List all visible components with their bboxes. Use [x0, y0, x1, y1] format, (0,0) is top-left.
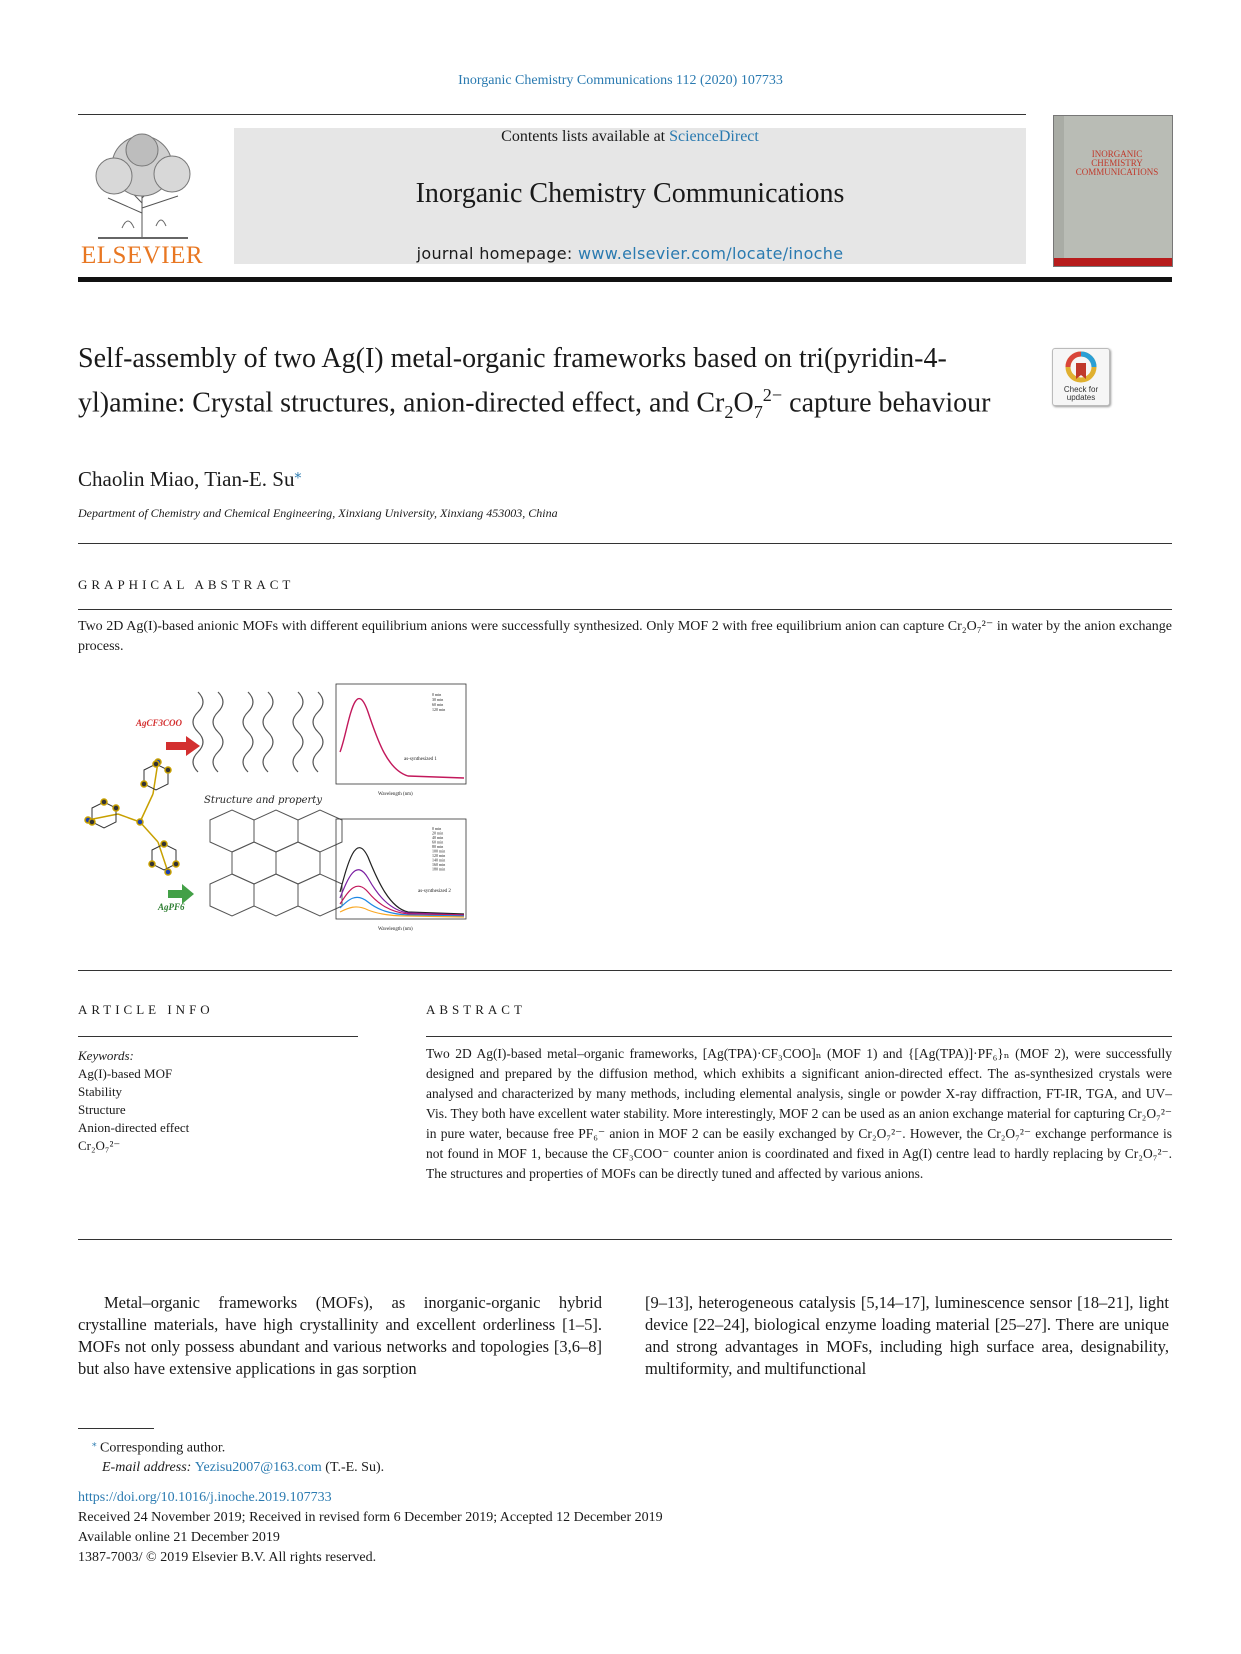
cover-title: INORGANIC CHEMISTRY COMMUNICATIONS	[1075, 149, 1159, 177]
header-rule	[78, 114, 1026, 115]
doi-link[interactable]: https://doi.org/10.1016/j.inoche.2019.107733	[78, 1490, 332, 1505]
article-info-heading: ARTICLE INFO	[78, 1002, 214, 1017]
structure-2-network	[210, 810, 342, 916]
plot-2-legend-entry: 160 min	[432, 862, 446, 867]
abstract-text: Two 2D Ag(I)-based metal–organic frameworks, [Ag(TPA)·CF₃COO]ₙ (MOF 1) and {[Ag(TPA)]·PF₆}ₙ (MOF 2), were successfully designed and prepared by the diffusion method, which exhibits a significant anion-directed effect. The as-synthesized crystals were analysed and characterized by many methods, including elemental analysis, single or powder X-ray diffraction, FT-IR, TGA, and UV–Vis. They both have excellent water stability. More interestingly, MOF 2 can be used as an anion exchange material for capturing Cr₂O₇²⁻ in pure water, because free PF₆⁻ anion in MOF 2 can be easily exchanged by Cr₂O₇²⁻. However, the Cr₂O₇²⁻ exchange performance is not found in MOF 1, because the CF₃COO⁻ counter anion is coordinated and fixed in Ag(I) centre lead to hardly replacing by Cr₂O₇²⁻. The structures and properties of MOFs can be directly tuned and affected by various anions.	[426, 1046, 1172, 1181]
abstract-rule	[426, 1036, 1172, 1037]
graphical-abstract-graphic	[78, 682, 484, 954]
publication-info	[78, 1488, 663, 1568]
graphical-abstract-rule	[78, 609, 1172, 610]
author-list: Chaolin Miao, Tian-E. Su⁎	[78, 466, 302, 491]
footnote	[92, 1434, 384, 1477]
journal-banner	[234, 128, 1026, 264]
reagent-2-label: AgPF6	[158, 902, 185, 912]
elsevier-wordmark: ELSEVIER	[80, 242, 204, 269]
plot-2-legend-entry: 140 min	[432, 857, 446, 863]
plot-2-xlabel: Wavelength (nm)	[378, 927, 413, 932]
plot-2-legend-entry: 40 min	[432, 835, 444, 840]
keyword: Structure	[78, 1102, 126, 1117]
plot-2-legend-entry: 100 min	[432, 848, 446, 854]
body-column-right: [9–13], heterogeneous catalysis [5,14–17], luminescence sensor [18–21], light device [22–24], biological enzyme loading material [25–27]. There are unique and strong advantages in MOFs, including high surface area, designability, multiformity, and multifunctional	[645, 1293, 1169, 1378]
plot-2-legend-entry: 80 min	[432, 844, 444, 849]
contents-available: Contents lists available at ScienceDirect	[501, 128, 759, 145]
graphical-abstract-text: Two 2D Ag(I)-based anionic MOFs with different equilibrium anions were successfully synthesized. Only MOF 2 with free equilibrium anion can capture Cr₂O₇²⁻ in water by the anion exchange process.	[78, 619, 1172, 654]
structure-1-chains	[193, 692, 323, 772]
plot-2-legend-entry: 20 min	[432, 830, 444, 836]
journal-cover-thumbnail[interactable]	[1053, 115, 1173, 267]
footnote-rule	[78, 1428, 154, 1429]
uv-plot-1	[336, 684, 466, 797]
sciencedirect-link[interactable]: ScienceDirect	[669, 128, 759, 145]
section-divider	[78, 1239, 1172, 1240]
journal-homepage: journal homepage: www.elsevier.com/locate/inoche	[416, 244, 844, 263]
section-divider	[78, 970, 1172, 971]
plot-1-xlabel: Wavelength (nm)	[378, 792, 413, 797]
corresponding-author-mark[interactable]: ⁎	[294, 466, 302, 481]
copyright: 1387-7003/ © 2019 Elsevier B.V. All rights reserved.	[78, 1550, 377, 1565]
affiliation: Department of Chemistry and Chemical Engineering, Xinxiang University, Xinxiang 453003, China	[78, 506, 558, 520]
elsevier-tree-icon	[78, 128, 206, 240]
reagent-1-label: AgCF3COO	[136, 718, 183, 728]
keyword: Cr₂O₇²⁻	[78, 1138, 121, 1153]
plot-2-legend-entry: 120 min	[432, 853, 446, 858]
ligand-structure	[85, 759, 179, 875]
plot-2-legend-entry: 0 min	[432, 826, 442, 831]
body-column-left: Metal–organic frameworks (MOFs), as inorganic-organic hybrid crystalline materials, have high crystallinity and excellent orderliness [1–5]. MOFs not only possess abundant and various networks and topologies [3,6–8] but also have extensive applications in gas sorption	[78, 1293, 602, 1378]
online-date: Available online 21 December 2019	[78, 1530, 280, 1545]
keyword: Ag(I)-based MOF	[78, 1066, 173, 1081]
graphical-abstract-figure	[78, 682, 484, 954]
email-link[interactable]: Yezisu2007@163.com	[194, 1459, 322, 1475]
cover-spine	[1054, 116, 1064, 266]
journal-citation[interactable]: Inorganic Chemistry Communications 112 (2020) 107733	[458, 73, 783, 88]
paper-title: Self-assembly of two Ag(I) metal-organic frameworks based on tri(pyridin-4-yl)amine: Crystal structures, anion-directed effect, and $Cr_2O_7^{2-}$ capture behaviour	[78, 343, 991, 422]
plot-2-legend-entry: 60 min	[432, 839, 444, 845]
section-divider	[78, 543, 1172, 544]
keyword: Anion-directed effect	[78, 1120, 190, 1135]
article-info-rule	[78, 1036, 358, 1037]
keywords-list	[78, 1047, 189, 1155]
cover-bottom-bar	[1054, 258, 1172, 266]
plot-1-legend	[432, 692, 445, 712]
homepage-link[interactable]: www.elsevier.com/locate/inoche	[578, 244, 844, 263]
journal-title: Inorganic Chemistry Communications	[415, 178, 845, 209]
abstract-heading: ABSTRACT	[426, 1002, 526, 1017]
plot-1-caption: as-synthesized 1	[404, 757, 437, 762]
green-arrow-icon	[168, 884, 194, 904]
footnote-mark: ⁎	[92, 1438, 97, 1448]
email-line: E-mail address: Yezisu2007@163.com (T.-E. Su).	[102, 1459, 385, 1475]
plot-1-legend-entry: 60 min	[432, 702, 444, 707]
keyword: Stability	[78, 1084, 123, 1099]
uv-plot-2	[336, 819, 466, 932]
plot-1-legend-entry: 120 min	[432, 707, 446, 712]
plot-1-legend-entry: 30 min	[432, 697, 444, 702]
structure-property-label: Structure and property	[204, 795, 322, 806]
header-thick-rule	[78, 277, 1172, 282]
graphical-abstract-heading: GRAPHICAL ABSTRACT	[78, 577, 295, 592]
corresponding-author-note: ⁎ Corresponding author.	[92, 1438, 226, 1456]
plot-2-caption: as-synthesized 2	[418, 889, 451, 894]
elsevier-logo[interactable]	[78, 128, 206, 268]
received-dates: Received 24 November 2019; Received in revised form 6 December 2019; Accepted 12 December 2019	[78, 1510, 663, 1525]
plot-2-legend-entry: 180 min	[432, 866, 446, 872]
plot-1-legend-entry: 0 min	[432, 692, 442, 697]
crossmark-label: Check for updates	[1063, 385, 1099, 402]
keywords-label: Keywords:	[78, 1048, 134, 1063]
red-arrow-icon	[166, 736, 200, 756]
plot-2-legend	[432, 826, 445, 872]
crossmark-icon	[1053, 349, 1109, 389]
check-for-updates-button[interactable]	[1052, 348, 1110, 406]
